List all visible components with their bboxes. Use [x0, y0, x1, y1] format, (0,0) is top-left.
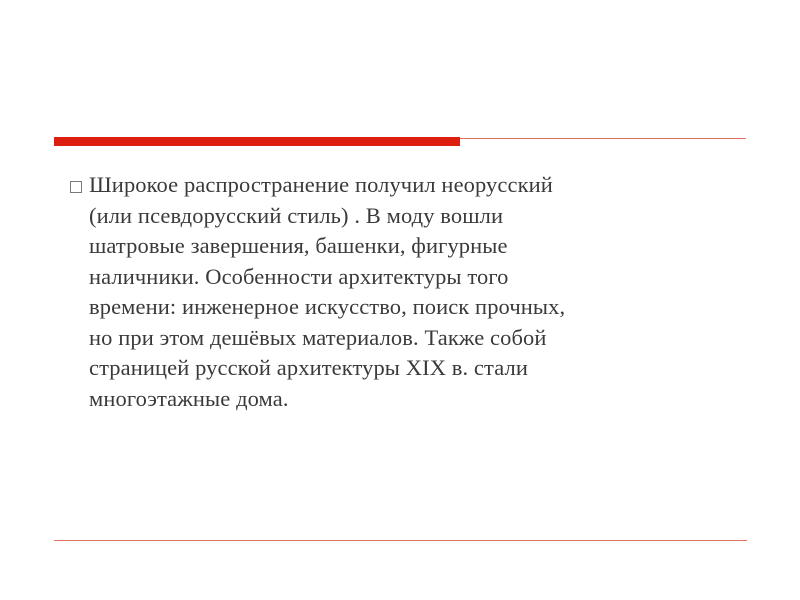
bullet-line: наличники. Особенности архитектуры того: [89, 263, 509, 289]
top-thin-rule: [460, 138, 746, 139]
bottom-thin-rule: [54, 540, 747, 541]
bullet-line: но при этом дешёвых материалов. Также собой: [89, 324, 547, 350]
bullet-line: (или псевдорусский стиль) . В моду вошли: [89, 202, 504, 228]
bullet-line: времени: инженерное искусство, поиск прочных,: [89, 294, 566, 319]
bullet-line: страницей русской архитектуры XIX в. стали: [89, 355, 528, 380]
bullet-line: шатровые завершения, башенки, фигурные: [89, 233, 508, 258]
bullet-line: многоэтажные дома.: [89, 385, 289, 411]
bullet-item: [70, 170, 750, 414]
bullet-line: Широкое распространение получил неорусский: [89, 172, 553, 197]
bullet-text: [89, 170, 565, 414]
top-accent-bar: [54, 137, 460, 146]
square-bullet-icon: [70, 181, 82, 193]
